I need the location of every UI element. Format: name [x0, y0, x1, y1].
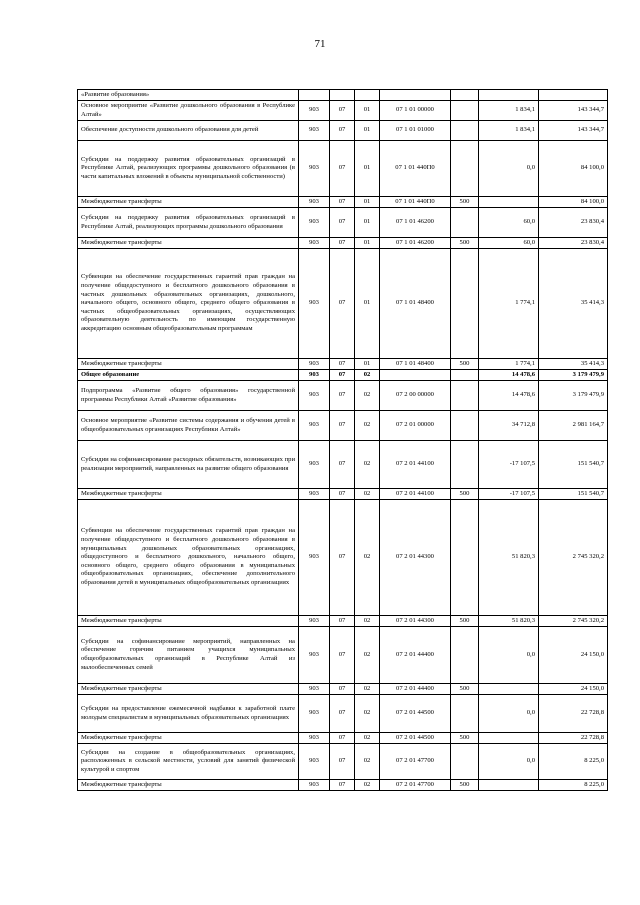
row-name-cell: Межбюджетные трансферты — [78, 616, 299, 627]
section-code-cell: 07 — [330, 101, 355, 121]
row-name-cell: «Развитие образования» — [78, 90, 299, 101]
expense-type-cell — [451, 381, 479, 411]
table-row — [78, 411, 608, 441]
table-row — [78, 733, 608, 744]
section-code-cell: 07 — [330, 489, 355, 500]
total-amount-cell: 24 150,0 — [539, 627, 608, 684]
ministry-code-cell: 903 — [299, 249, 330, 359]
target-article-cell: 07 1 01 48400 — [380, 249, 451, 359]
total-amount-cell: 22 728,8 — [539, 733, 608, 744]
row-name-cell: Субсидии на софинансирование расходных обязательств, возникающих при реализации мероприятий, направленных на развитие общего образования — [78, 441, 299, 489]
change-amount-cell: 0,0 — [479, 744, 539, 780]
section-code-cell: 07 — [330, 381, 355, 411]
section-code-cell: 07 — [330, 359, 355, 370]
target-article-cell: 07 2 01 44300 — [380, 616, 451, 627]
total-amount-cell: 143 344,7 — [539, 121, 608, 141]
change-amount-cell — [479, 197, 539, 208]
section-code-cell: 07 — [330, 616, 355, 627]
expense-type-cell: 500 — [451, 489, 479, 500]
expense-type-cell — [451, 500, 479, 616]
row-name-cell: Субвенции на обеспечение государственных гарантий прав граждан на получение общедоступного и бесплатного дошкольного образования в частных дошкольных образовательных организациях, дошкольного, начального общего, основного общего, среднего общего образования в частных общеобразовательных организациях, осуществляющих образовательную деятельность по имеющим государственную аккредитацию основным общеобразовательным программам — [78, 249, 299, 359]
change-amount-cell — [479, 733, 539, 744]
row-name-cell: Межбюджетные трансферты — [78, 733, 299, 744]
ministry-code-cell: 903 — [299, 500, 330, 616]
table-row — [78, 695, 608, 733]
subsection-code-cell: 02 — [355, 489, 380, 500]
ministry-code-cell: 903 — [299, 359, 330, 370]
ministry-code-cell: 903 — [299, 370, 330, 381]
change-amount-cell: 0,0 — [479, 695, 539, 733]
ministry-code-cell: 903 — [299, 733, 330, 744]
target-article-cell: 07 2 01 47700 — [380, 780, 451, 791]
ministry-code-cell: 903 — [299, 489, 330, 500]
total-amount-cell: 8 225,0 — [539, 744, 608, 780]
expense-type-cell: 500 — [451, 616, 479, 627]
total-amount-cell — [539, 90, 608, 101]
subsection-code-cell: 02 — [355, 733, 380, 744]
target-article-cell: 07 1 01 46200 — [380, 238, 451, 249]
budget-table — [77, 89, 608, 791]
total-amount-cell: 143 344,7 — [539, 101, 608, 121]
change-amount-cell: 0,0 — [479, 141, 539, 197]
row-name-cell: Межбюджетные трансферты — [78, 359, 299, 370]
section-code-cell: 07 — [330, 197, 355, 208]
ministry-code-cell: 903 — [299, 744, 330, 780]
change-amount-cell: 60,0 — [479, 238, 539, 249]
row-name-cell: Основное мероприятие «Развитие системы содержания и обучения детей в общеобразовательных организациях Республики Алтай» — [78, 411, 299, 441]
subsection-code-cell: 02 — [355, 370, 380, 381]
subsection-code-cell: 01 — [355, 141, 380, 197]
table-row — [78, 249, 608, 359]
section-code-cell: 07 — [330, 208, 355, 238]
table-row — [78, 90, 608, 101]
target-article-cell: 07 2 01 44100 — [380, 489, 451, 500]
subsection-code-cell: 01 — [355, 238, 380, 249]
subsection-code-cell: 01 — [355, 208, 380, 238]
target-article-cell: 07 1 01 01000 — [380, 121, 451, 141]
total-amount-cell: 3 179 479,9 — [539, 381, 608, 411]
table-row — [78, 441, 608, 489]
row-name-cell: Основное мероприятие «Развитие дошкольного образования в Республике Алтай» — [78, 101, 299, 121]
change-amount-cell: 1 774,1 — [479, 249, 539, 359]
change-amount-cell: 34 712,8 — [479, 411, 539, 441]
target-article-cell: 07 1 01 46200 — [380, 208, 451, 238]
target-article-cell: 07 1 01 440П0 — [380, 141, 451, 197]
row-name-cell: Обеспечение доступности дошкольного образования для детей — [78, 121, 299, 141]
total-amount-cell: 151 540,7 — [539, 441, 608, 489]
subsection-code-cell: 02 — [355, 381, 380, 411]
table-row — [78, 141, 608, 197]
total-amount-cell: 23 830,4 — [539, 208, 608, 238]
table-row — [78, 744, 608, 780]
subsection-code-cell: 01 — [355, 121, 380, 141]
target-article-cell — [380, 370, 451, 381]
change-amount-cell: 51 820,3 — [479, 500, 539, 616]
table-row — [78, 208, 608, 238]
change-amount-cell: -17 107,5 — [479, 441, 539, 489]
row-name-cell: Межбюджетные трансферты — [78, 238, 299, 249]
total-amount-cell: 23 830,4 — [539, 238, 608, 249]
ministry-code-cell: 903 — [299, 141, 330, 197]
expense-type-cell — [451, 208, 479, 238]
expense-type-cell: 500 — [451, 780, 479, 791]
subsection-code-cell: 02 — [355, 441, 380, 489]
table-row — [78, 381, 608, 411]
expense-type-cell: 500 — [451, 359, 479, 370]
ministry-code-cell: 903 — [299, 441, 330, 489]
total-amount-cell: 2 745 320,2 — [539, 616, 608, 627]
change-amount-cell: 51 820,3 — [479, 616, 539, 627]
expense-type-cell — [451, 370, 479, 381]
expense-type-cell — [451, 90, 479, 101]
row-name-cell: Субсидии на предоставление ежемесячной надбавки к заработной плате молодым специалистам в муниципальных образовательных организациях — [78, 695, 299, 733]
subsection-code-cell: 02 — [355, 500, 380, 616]
table-row — [78, 627, 608, 684]
target-article-cell: 07 2 00 00000 — [380, 381, 451, 411]
table-row — [78, 197, 608, 208]
section-code-cell — [330, 90, 355, 101]
table-body — [78, 90, 608, 791]
ministry-code-cell: 903 — [299, 208, 330, 238]
row-name-cell: Субсидии на создание в общеобразовательных организациях, расположенных в сельской местности, условий для занятий физической культурой и спортом — [78, 744, 299, 780]
subsection-code-cell: 02 — [355, 616, 380, 627]
total-amount-cell: 3 179 479,9 — [539, 370, 608, 381]
row-name-cell: Межбюджетные трансферты — [78, 197, 299, 208]
table-row — [78, 684, 608, 695]
change-amount-cell — [479, 780, 539, 791]
subsection-code-cell: 02 — [355, 684, 380, 695]
ministry-code-cell: 903 — [299, 381, 330, 411]
total-amount-cell: 35 414,3 — [539, 249, 608, 359]
total-amount-cell: 2 745 320,2 — [539, 500, 608, 616]
ministry-code-cell: 903 — [299, 684, 330, 695]
target-article-cell: 07 1 01 440П0 — [380, 197, 451, 208]
total-amount-cell: 2 981 164,7 — [539, 411, 608, 441]
total-amount-cell: 84 100,0 — [539, 141, 608, 197]
change-amount-cell: 0,0 — [479, 627, 539, 684]
expense-type-cell: 500 — [451, 684, 479, 695]
row-name-cell: Межбюджетные трансферты — [78, 489, 299, 500]
ministry-code-cell: 903 — [299, 616, 330, 627]
change-amount-cell: -17 107,5 — [479, 489, 539, 500]
expense-type-cell: 500 — [451, 238, 479, 249]
total-amount-cell: 22 728,8 — [539, 695, 608, 733]
change-amount-cell: 14 478,6 — [479, 381, 539, 411]
total-amount-cell: 24 150,0 — [539, 684, 608, 695]
section-code-cell: 07 — [330, 370, 355, 381]
row-name-cell: Межбюджетные трансферты — [78, 780, 299, 791]
section-code-cell: 07 — [330, 141, 355, 197]
expense-type-cell — [451, 695, 479, 733]
subsection-code-cell — [355, 90, 380, 101]
expense-type-cell — [451, 441, 479, 489]
ministry-code-cell: 903 — [299, 695, 330, 733]
section-code-cell: 07 — [330, 780, 355, 791]
subsection-code-cell: 01 — [355, 359, 380, 370]
change-amount-cell: 14 478,6 — [479, 370, 539, 381]
total-amount-cell: 8 225,0 — [539, 780, 608, 791]
subsection-code-cell: 02 — [355, 627, 380, 684]
target-article-cell — [380, 90, 451, 101]
row-name-cell: Субвенции на обеспечение государственных гарантий прав граждан на получение общедоступного и бесплатного дошкольного образования в муниципальных дошкольных образовательных организациях, общедоступного и бесплатного дошкольного, начального общего, основного общего, среднего общего образования в муниципальных общеобразовательных организациях, обеспечение дополнительного образования детей в муниципальных общеобразовательных организациях — [78, 500, 299, 616]
ministry-code-cell: 903 — [299, 101, 330, 121]
target-article-cell: 07 2 01 44500 — [380, 733, 451, 744]
expense-type-cell — [451, 411, 479, 441]
subsection-code-cell: 01 — [355, 249, 380, 359]
target-article-cell: 07 1 01 00000 — [380, 101, 451, 121]
page-number: 71 — [314, 38, 326, 50]
target-article-cell: 07 2 01 44300 — [380, 500, 451, 616]
subsection-code-cell: 02 — [355, 780, 380, 791]
ministry-code-cell — [299, 90, 330, 101]
table-row — [78, 101, 608, 121]
table-row — [78, 500, 608, 616]
section-code-cell: 07 — [330, 249, 355, 359]
change-amount-cell: 60,0 — [479, 208, 539, 238]
ministry-code-cell: 903 — [299, 627, 330, 684]
target-article-cell: 07 2 01 44500 — [380, 695, 451, 733]
subsection-code-cell: 01 — [355, 101, 380, 121]
target-article-cell: 07 2 01 44100 — [380, 441, 451, 489]
row-name-cell: Субсидии на поддержку развития образовательных организаций в Республике Алтай, реализующих программы дошкольного образования (в части капитальных вложений в объекты муниципальной собственности) — [78, 141, 299, 197]
target-article-cell: 07 2 01 44400 — [380, 627, 451, 684]
change-amount-cell — [479, 684, 539, 695]
section-code-cell: 07 — [330, 500, 355, 616]
section-code-cell: 07 — [330, 744, 355, 780]
target-article-cell: 07 2 01 44400 — [380, 684, 451, 695]
row-name-cell: Общее образование — [78, 370, 299, 381]
table-row — [78, 370, 608, 381]
target-article-cell: 07 2 01 00000 — [380, 411, 451, 441]
section-code-cell: 07 — [330, 441, 355, 489]
section-code-cell: 07 — [330, 695, 355, 733]
table-row — [78, 359, 608, 370]
expense-type-cell — [451, 121, 479, 141]
expense-type-cell — [451, 249, 479, 359]
section-code-cell: 07 — [330, 627, 355, 684]
section-code-cell: 07 — [330, 733, 355, 744]
ministry-code-cell: 903 — [299, 197, 330, 208]
table-row — [78, 489, 608, 500]
change-amount-cell — [479, 90, 539, 101]
expense-type-cell — [451, 744, 479, 780]
table-row — [78, 616, 608, 627]
change-amount-cell: 1 834,1 — [479, 121, 539, 141]
target-article-cell: 07 1 01 48400 — [380, 359, 451, 370]
total-amount-cell: 84 100,0 — [539, 197, 608, 208]
table-row — [78, 121, 608, 141]
subsection-code-cell: 01 — [355, 197, 380, 208]
row-name-cell: Межбюджетные трансферты — [78, 684, 299, 695]
subsection-code-cell: 02 — [355, 744, 380, 780]
expense-type-cell — [451, 101, 479, 121]
row-name-cell: Субсидии на поддержку развития образовательных организаций в Республике Алтай, реализующих программы дошкольного образования — [78, 208, 299, 238]
section-code-cell: 07 — [330, 684, 355, 695]
table-row — [78, 238, 608, 249]
expense-type-cell: 500 — [451, 197, 479, 208]
expense-type-cell: 500 — [451, 733, 479, 744]
change-amount-cell: 1 834,1 — [479, 101, 539, 121]
target-article-cell: 07 2 01 47700 — [380, 744, 451, 780]
change-amount-cell: 1 774,1 — [479, 359, 539, 370]
total-amount-cell: 35 414,3 — [539, 359, 608, 370]
section-code-cell: 07 — [330, 121, 355, 141]
expense-type-cell — [451, 141, 479, 197]
subsection-code-cell: 02 — [355, 411, 380, 441]
ministry-code-cell: 903 — [299, 411, 330, 441]
section-code-cell: 07 — [330, 238, 355, 249]
table-row — [78, 780, 608, 791]
ministry-code-cell: 903 — [299, 238, 330, 249]
subsection-code-cell: 02 — [355, 695, 380, 733]
row-name-cell: Подпрограмма «Развитие общего образования» государственной программы Республики Алтай «Развитие образования» — [78, 381, 299, 411]
row-name-cell: Субсидии на софинансирование мероприятий, направленных на обеспечение горячим питанием учащихся муниципальных общеобразовательных организаций в Республике Алтай из малообеспеченных семей — [78, 627, 299, 684]
expense-type-cell — [451, 627, 479, 684]
section-code-cell: 07 — [330, 411, 355, 441]
total-amount-cell: 151 540,7 — [539, 489, 608, 500]
ministry-code-cell: 903 — [299, 121, 330, 141]
ministry-code-cell: 903 — [299, 780, 330, 791]
